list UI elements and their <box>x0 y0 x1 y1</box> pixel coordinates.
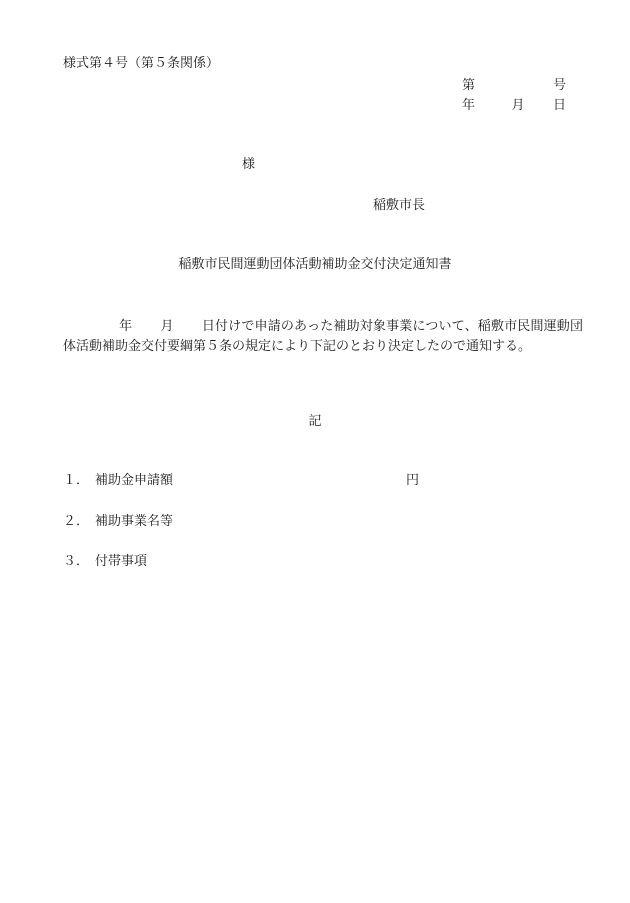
document-date-line <box>462 99 566 112</box>
body-month: 月 <box>160 319 174 334</box>
item-label: 補助事業名等 <box>95 514 174 529</box>
item-application-amount <box>63 474 173 487</box>
item-project-name <box>63 515 173 528</box>
body-paragraph <box>63 317 583 357</box>
body-text: 日付けで申請のあった補助対象事業について、稲敷市民間運動団体活動補助金交付要綱第５条の規定により下記のとおり決定したので通知する。 <box>63 319 583 354</box>
body-year: 年 <box>119 319 133 334</box>
item-number: ２． <box>63 514 90 529</box>
addressee: 様 <box>242 157 256 172</box>
date-day: 日 <box>552 98 566 113</box>
number-suffix: 号 <box>552 78 566 93</box>
item-number: ３． <box>63 554 90 569</box>
issuer-name: 稲敷市長 <box>373 198 426 213</box>
item-label: 補助金申請額 <box>95 473 174 488</box>
form-label: 様式第４号（第５条関係） <box>63 56 220 71</box>
item-label: 付帯事項 <box>95 554 148 569</box>
number-prefix: 第 <box>462 78 476 93</box>
item-number: １． <box>63 473 90 488</box>
document-number-line <box>462 79 566 92</box>
document-title: 稲敷市民間運動団体活動補助金交付決定通知書 <box>178 257 452 272</box>
item-supplementary <box>63 555 147 568</box>
date-year: 年 <box>462 98 476 113</box>
record-heading: 記 <box>308 414 322 429</box>
item-unit-yen: 円 <box>406 473 420 488</box>
date-month: 月 <box>511 98 525 113</box>
